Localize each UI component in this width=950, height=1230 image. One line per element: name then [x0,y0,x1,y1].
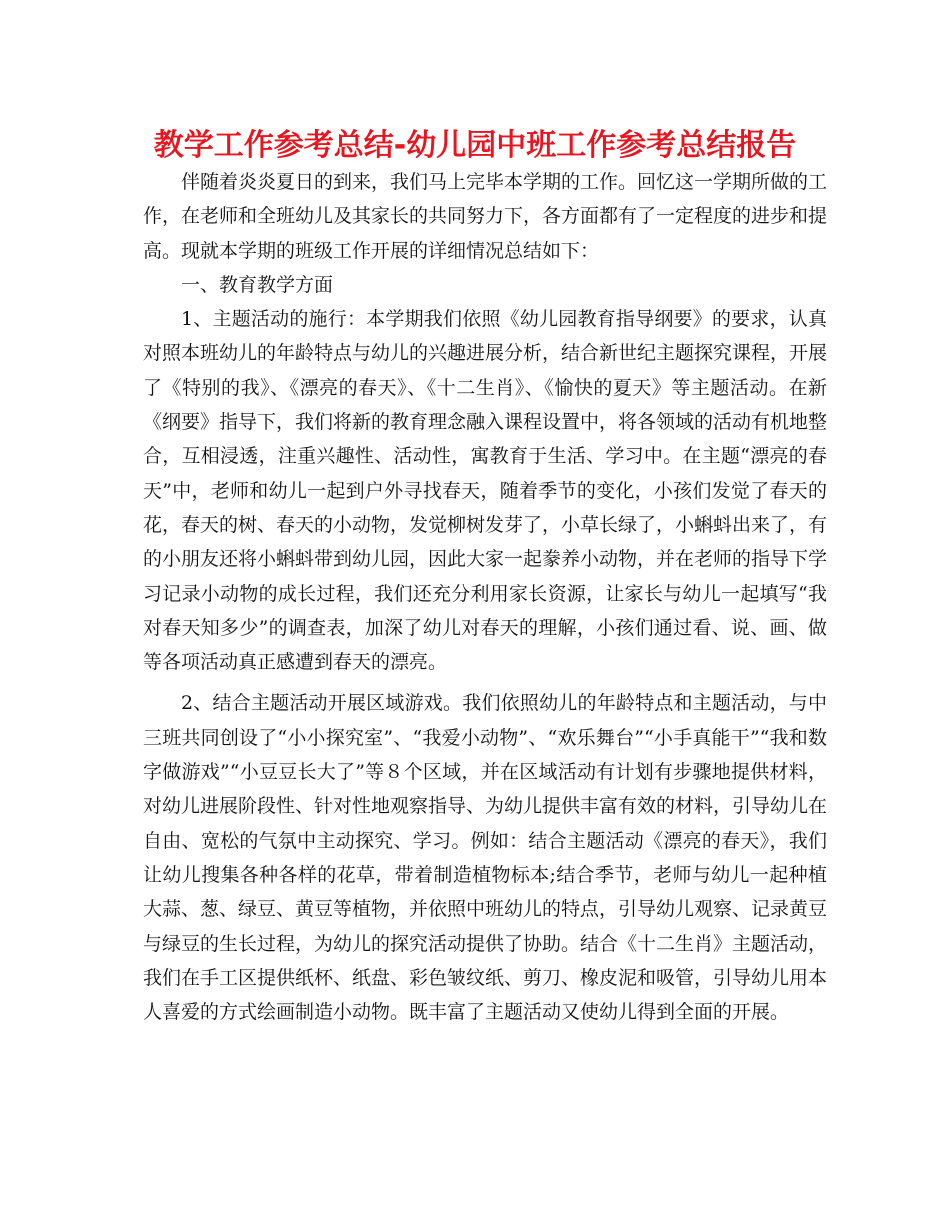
document-body [143,165,827,1029]
theme-activity-paragraph: 1、主题活动的施行：本学期我们依照《幼儿园教育指导纲要》的要求，认真对照本班幼儿的年龄特点与幼儿的兴趣进展分析，结合新世纪主题探究课程，开展了《特别的我》、《漂亮的春天》、《十二生肖》、《愉快的夏天》等主题活动。在新《纲要》指导下，我们将新的教育理念融入课程设置中，将各领域的活动有机地整合，互相浸透，注重兴趣性、活动性，寓教育于生活、学习中。在主题“漂亮的春天”中，老师和幼儿一起到户外寻找春天，随着季节的变化，小孩们发觉了春天的花，春天的树、春天的小动物，发觉柳树发芽了，小草长绿了，小蝌蚪出来了，有的小朋友还将小蝌蚪带到幼儿园，因此大家一起豢养小动物，并在老师的指导下学习记录小动物的成长过程，我们还充分利用家长资源，让家长与幼儿一起填写“我对春天知多少”的调查表，加深了幼儿对春天的理解，小孩们通过看、说、画、做等各项活动真正感遭到春天的漂亮。 [143,308,828,674]
document-title: 教学工作参考总结-幼儿园中班工作参考总结报告 [153,128,797,163]
intro-paragraph: 伴随着炎炎夏日的到来，我们马上完毕本学期的工作。回忆这一学期所做的工作，在老师和全班幼儿及其家长的共同努力下，各方面都有了一定程度的进步和提高。现就本学期的班级工作开展的详细情况总结如下： [143,171,828,262]
area-game-paragraph: 2、结合主题活动开展区域游戏。我们依照幼儿的年龄特点和主题活动，与中三班共同创设了“小小探究室”、“我爱小动物”、“欢乐舞台”“小手真能干”“我和数字做游戏”“小豆豆长大了”等８个区域，并在区域活动有计划有步骤地提供材料，对幼儿进展阶段性、针对性地观察指导、为幼儿提供丰富有效的材料，引导幼儿在自由、宽松的气氛中主动探究、学习。例如：结合主题活动《漂亮的春天》，我们让幼儿搜集各种各样的花草，带着制造植物标本;结合季节，老师与幼儿一起种植大蒜、葱、绿豆、黄豆等植物，并依照中班幼儿的特点，引导幼儿观察、记录黄豆与绿豆的生长过程，为幼儿的探究活动提供了协助。结合《十二生肖》主题活动，我们在手工区提供纸杯、纸盘、彩色皱纹纸、剪刀、橡皮泥和吸管，引导幼儿用本人喜爱的方式绘画制造小动物。既丰富了主题活动又使幼儿得到全面的开展。 [143,692,828,1024]
section-heading: 一、教育教学方面 [181,273,334,296]
